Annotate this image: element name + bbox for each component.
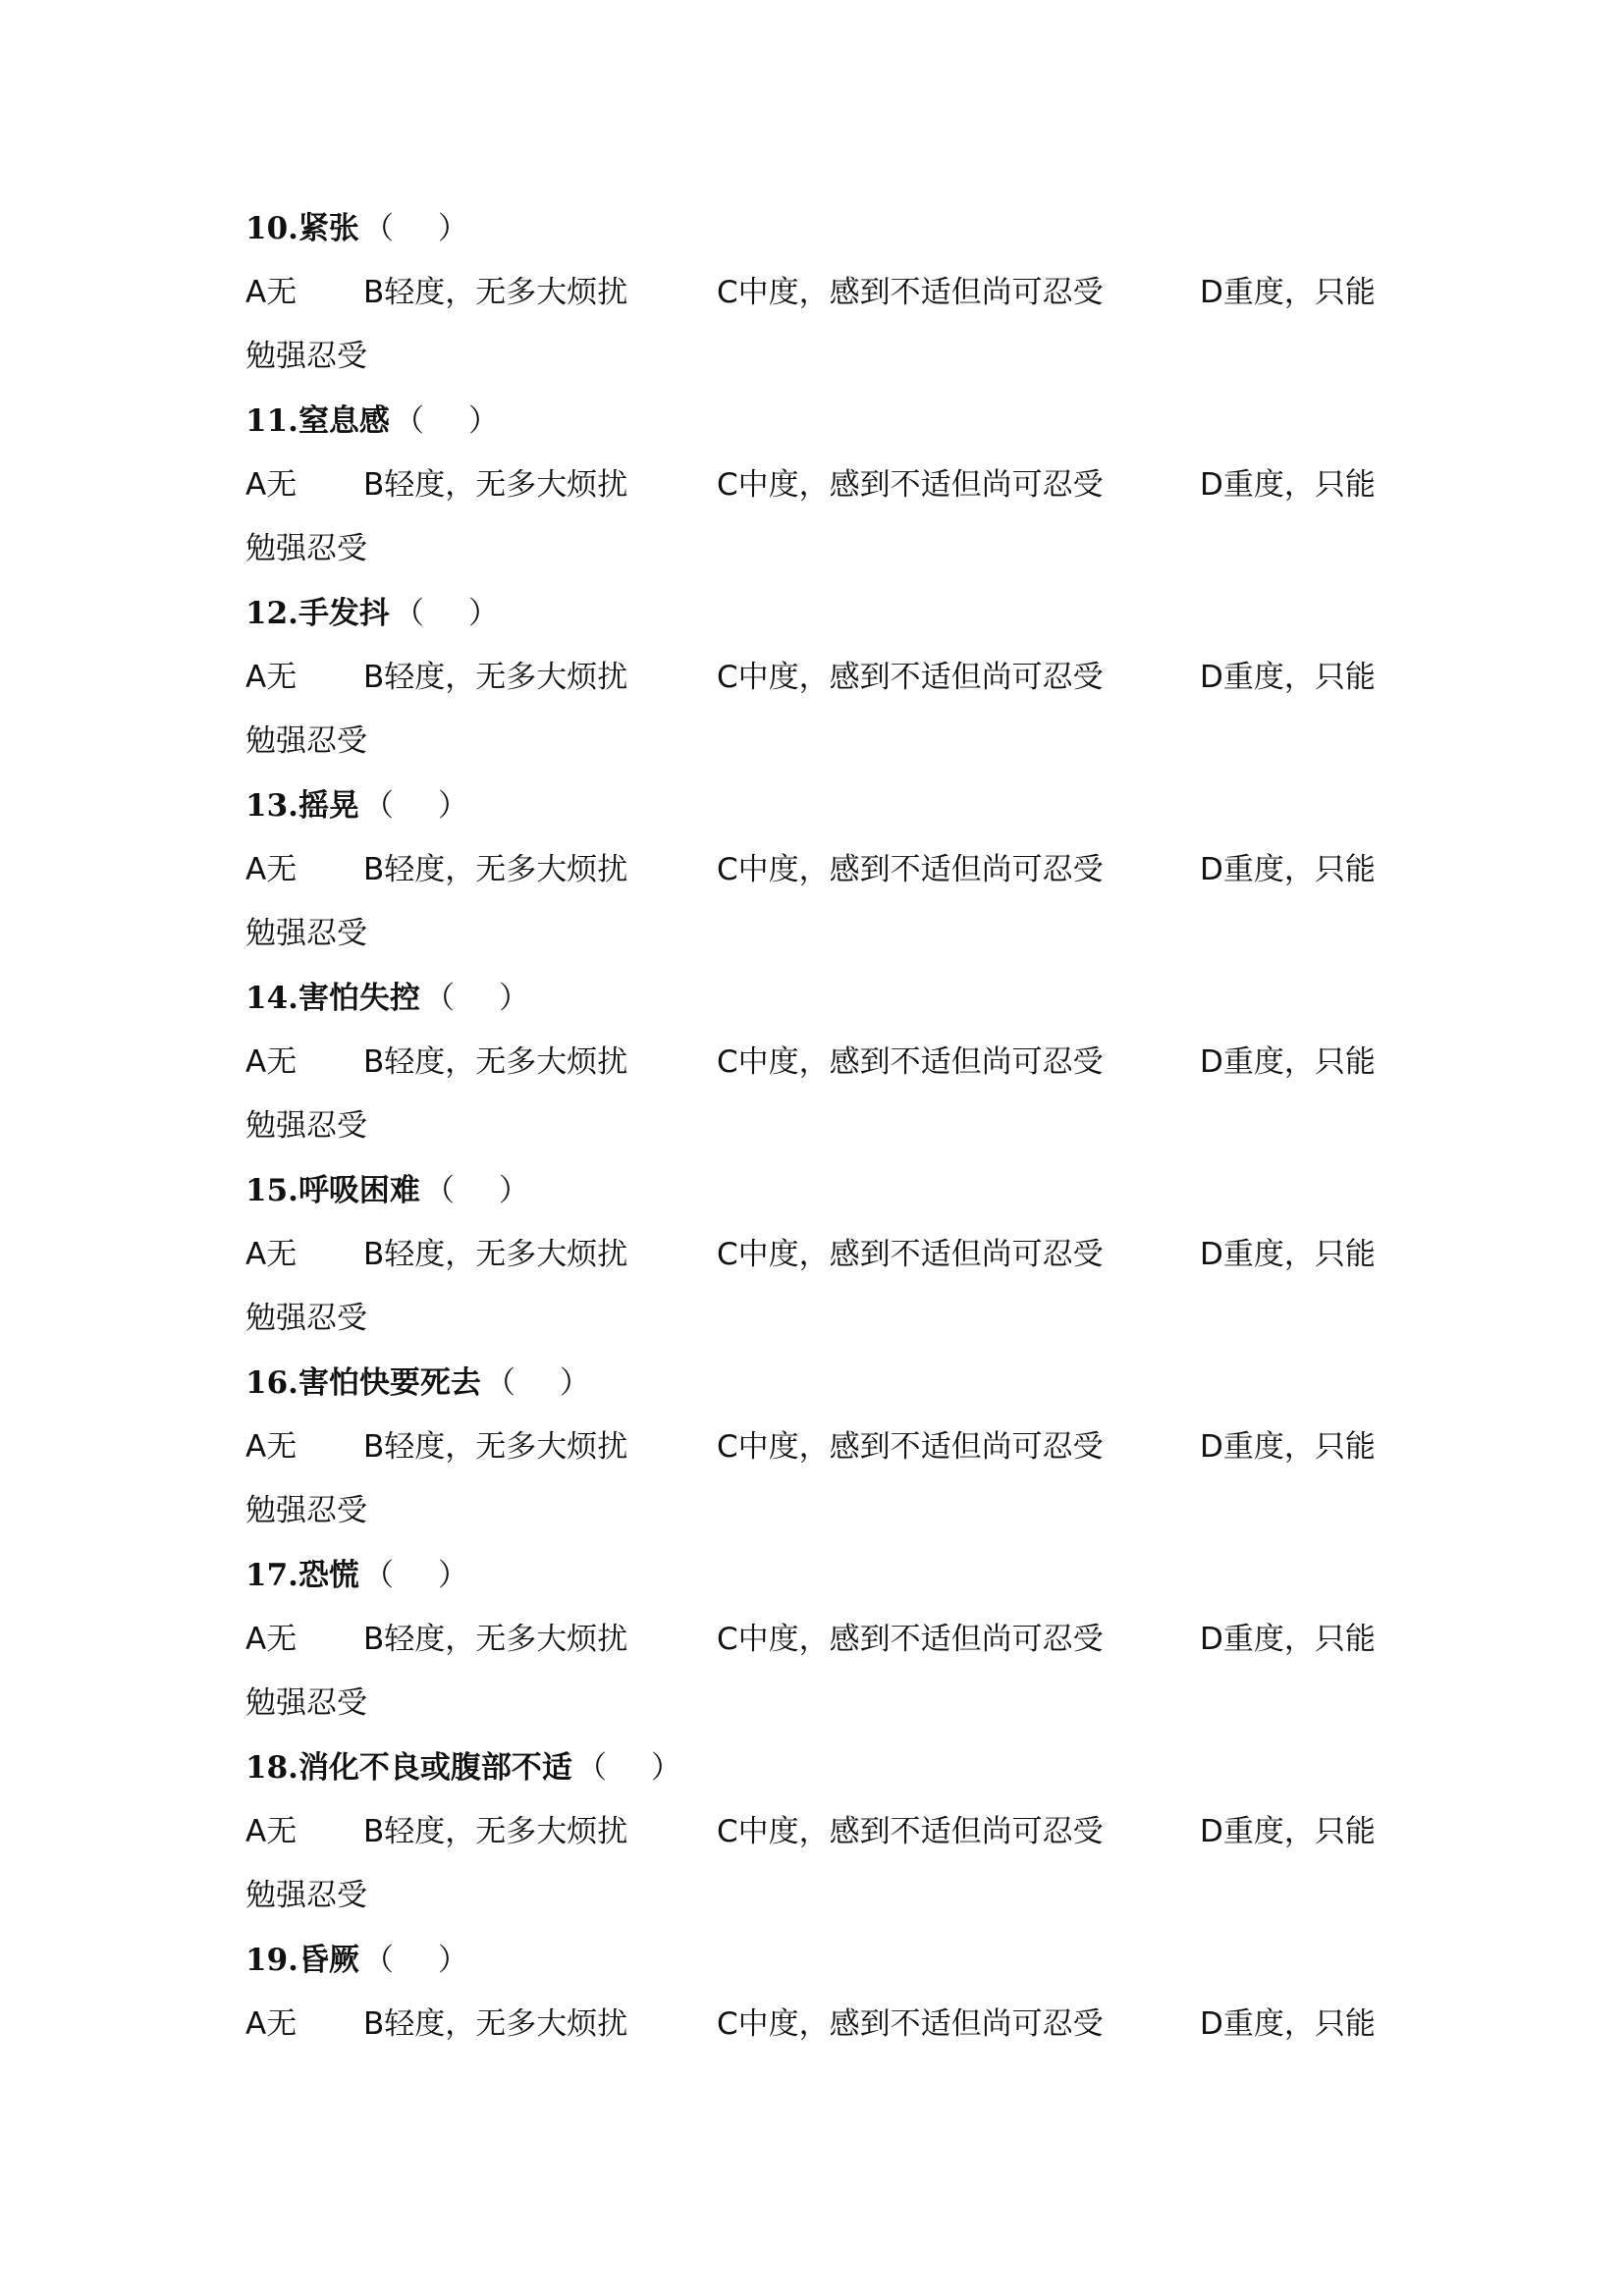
option-c[interactable]: C中度，感到不适但尚可忍受 — [717, 1044, 1104, 1080]
question-text: 紧张 — [298, 211, 359, 246]
question-text: 窒息感 — [298, 403, 390, 439]
option-d-continued: 勉强忍受 — [245, 531, 367, 566]
option-d-continued: 勉强忍受 — [245, 1108, 367, 1144]
option-a[interactable]: A无 — [245, 1044, 298, 1080]
answer-blank[interactable] — [393, 584, 499, 643]
option-c[interactable]: C中度，感到不适但尚可忍受 — [717, 275, 1104, 310]
answer-blank[interactable] — [362, 1546, 468, 1605]
question-number: 18. — [245, 1750, 298, 1786]
left-bracket: （ — [362, 1558, 394, 1593]
question-text: 恐慌 — [298, 1558, 359, 1593]
question-title — [245, 969, 529, 1028]
option-c[interactable]: C中度，感到不适但尚可忍受 — [717, 1237, 1104, 1272]
left-bracket: （ — [362, 211, 394, 246]
option-b[interactable]: B轻度，无多大烦扰 — [363, 1814, 628, 1849]
option-row — [245, 1802, 1424, 1861]
question-number: 16. — [245, 1365, 298, 1401]
option-b[interactable]: B轻度，无多大烦扰 — [363, 852, 628, 887]
option-row — [245, 263, 1424, 322]
option-a[interactable]: A无 — [245, 1814, 298, 1849]
option-d-continued: 勉强忍受 — [245, 1685, 367, 1721]
question-text: 害怕快要死去 — [298, 1365, 481, 1401]
question-item — [245, 584, 1424, 776]
question-item — [245, 1738, 1424, 1931]
question-title — [245, 1931, 468, 1990]
question-item — [245, 199, 1424, 392]
option-c[interactable]: C中度，感到不适但尚可忍受 — [717, 1814, 1104, 1849]
right-bracket: ） — [437, 1558, 468, 1593]
left-bracket: （ — [484, 1365, 515, 1401]
answer-blank[interactable] — [423, 1161, 529, 1220]
right-bracket: ） — [467, 596, 499, 631]
option-a[interactable]: A无 — [245, 1237, 298, 1272]
answer-blank[interactable] — [362, 1931, 468, 1990]
right-bracket: ） — [559, 1365, 590, 1401]
question-number: 11. — [245, 403, 298, 439]
option-row — [245, 1033, 1424, 1092]
option-d-continued: 勉强忍受 — [245, 339, 367, 374]
question-title — [245, 1546, 468, 1605]
question-item — [245, 1546, 1424, 1738]
option-b[interactable]: B轻度，无多大烦扰 — [363, 1044, 628, 1080]
option-c[interactable]: C中度，感到不适但尚可忍受 — [717, 467, 1104, 503]
option-d-continued: 勉强忍受 — [245, 1878, 367, 1913]
question-item — [245, 776, 1424, 969]
left-bracket: （ — [362, 1943, 394, 1978]
option-a[interactable]: A无 — [245, 467, 298, 503]
option-a[interactable]: A无 — [245, 852, 298, 887]
answer-blank[interactable] — [362, 776, 468, 835]
question-item — [245, 392, 1424, 584]
option-b[interactable]: B轻度，无多大烦扰 — [363, 660, 628, 695]
right-bracket: ） — [498, 1173, 529, 1208]
question-title — [245, 1161, 529, 1220]
option-d[interactable]: D重度，只能 — [1200, 1044, 1376, 1080]
option-a[interactable]: A无 — [245, 660, 298, 695]
right-bracket: ） — [498, 981, 529, 1016]
question-number: 14. — [245, 981, 298, 1016]
option-row — [245, 1417, 1424, 1476]
question-item — [245, 1161, 1424, 1354]
option-d-continued: 勉强忍受 — [245, 1301, 367, 1336]
option-b[interactable]: B轻度，无多大烦扰 — [363, 2006, 628, 2042]
option-c[interactable]: C中度，感到不适但尚可忍受 — [717, 1622, 1104, 1657]
option-a[interactable]: A无 — [245, 275, 298, 310]
question-number: 15. — [245, 1173, 298, 1208]
left-bracket: （ — [393, 403, 424, 439]
option-c[interactable]: C中度，感到不适但尚可忍受 — [717, 2006, 1104, 2042]
option-b[interactable]: B轻度，无多大烦扰 — [363, 1622, 628, 1657]
option-b[interactable]: B轻度，无多大烦扰 — [363, 467, 628, 503]
question-text: 手发抖 — [298, 596, 390, 631]
question-text: 摇晃 — [298, 788, 359, 824]
question-title — [245, 1738, 681, 1797]
option-row — [245, 648, 1424, 707]
question-item — [245, 969, 1424, 1161]
question-number: 10. — [245, 211, 298, 246]
option-row — [245, 1610, 1424, 1669]
option-d[interactable]: D重度，只能 — [1200, 1237, 1376, 1272]
option-a[interactable]: A无 — [245, 1622, 298, 1657]
option-a[interactable]: A无 — [245, 1429, 298, 1465]
option-row — [245, 1225, 1424, 1284]
answer-blank[interactable] — [484, 1354, 590, 1413]
option-b[interactable]: B轻度，无多大烦扰 — [363, 275, 628, 310]
answer-blank[interactable] — [423, 969, 529, 1028]
option-d[interactable]: D重度，只能 — [1200, 275, 1376, 310]
question-number: 12. — [245, 596, 298, 631]
option-d-continued: 勉强忍受 — [245, 1493, 367, 1528]
option-d[interactable]: D重度，只能 — [1200, 660, 1376, 695]
question-text: 呼吸困难 — [298, 1173, 420, 1208]
option-b[interactable]: B轻度，无多大烦扰 — [363, 1429, 628, 1465]
question-item — [245, 1354, 1424, 1546]
question-title — [245, 199, 468, 258]
question-text: 昏厥 — [298, 1943, 359, 1978]
right-bracket: ） — [437, 788, 468, 824]
option-row — [245, 1995, 1424, 2054]
option-b[interactable]: B轻度，无多大烦扰 — [363, 1237, 628, 1272]
question-number: 13. — [245, 788, 298, 824]
left-bracket: （ — [423, 1173, 455, 1208]
option-d-continued: 勉强忍受 — [245, 916, 367, 951]
answer-blank[interactable] — [393, 392, 499, 451]
option-c[interactable]: C中度，感到不适但尚可忍受 — [717, 1429, 1104, 1465]
option-d[interactable]: D重度，只能 — [1200, 1814, 1376, 1849]
right-bracket: ） — [437, 211, 468, 246]
option-c[interactable]: C中度，感到不适但尚可忍受 — [717, 852, 1104, 887]
option-d[interactable]: D重度，只能 — [1200, 467, 1376, 503]
right-bracket: ） — [437, 1943, 468, 1978]
left-bracket: （ — [575, 1750, 607, 1786]
question-text: 害怕失控 — [298, 981, 420, 1016]
left-bracket: （ — [423, 981, 455, 1016]
option-d[interactable]: D重度，只能 — [1200, 1622, 1376, 1657]
option-a[interactable]: A无 — [245, 2006, 298, 2042]
right-bracket: ） — [650, 1750, 681, 1786]
question-title — [245, 776, 468, 835]
question-title — [245, 392, 499, 451]
option-d[interactable]: D重度，只能 — [1200, 852, 1376, 887]
answer-blank[interactable] — [362, 199, 468, 258]
option-d[interactable]: D重度，只能 — [1200, 1429, 1376, 1465]
option-c[interactable]: C中度，感到不适但尚可忍受 — [717, 660, 1104, 695]
question-item — [245, 1931, 1424, 2123]
left-bracket: （ — [393, 596, 424, 631]
answer-blank[interactable] — [575, 1738, 681, 1797]
right-bracket: ） — [467, 403, 499, 439]
question-title — [245, 1354, 590, 1413]
option-d-continued: 勉强忍受 — [245, 723, 367, 759]
question-text: 消化不良或腹部不适 — [298, 1750, 572, 1786]
option-row — [245, 840, 1424, 899]
question-number: 17. — [245, 1558, 298, 1593]
question-title — [245, 584, 499, 643]
left-bracket: （ — [362, 788, 394, 824]
option-d[interactable]: D重度，只能 — [1200, 2006, 1376, 2042]
question-number: 19. — [245, 1943, 298, 1978]
option-row — [245, 455, 1424, 514]
